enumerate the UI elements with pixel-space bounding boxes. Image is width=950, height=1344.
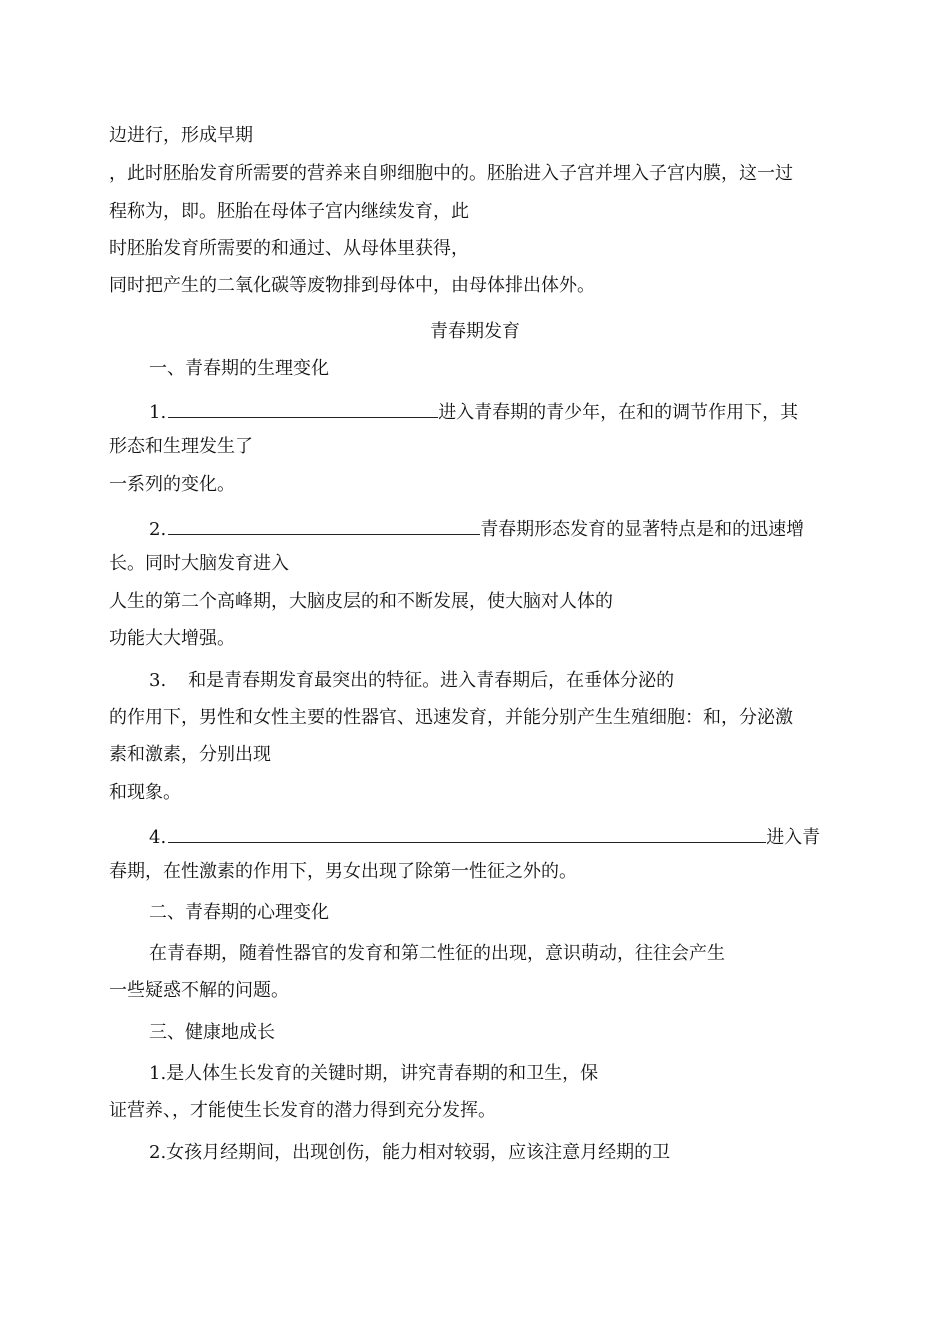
item-5-line: 1.是人体生长发育的关键时期，讲究青春期的和卫生，保 — [149, 1063, 599, 1084]
item-6-line: 2.女孩月经期间，出现创伤，能力相对较弱，应该注意月经期的卫 — [149, 1142, 671, 1163]
text-line: 时胚胎发育所需要的和通过、从母体里获得， — [109, 238, 469, 259]
item-number: 1. — [149, 402, 167, 423]
section-title: 青春期发育 — [430, 321, 520, 342]
fill-in-blank[interactable] — [168, 398, 438, 418]
text-line: 长。同时大脑发育进入 — [109, 553, 289, 574]
fill-in-blank[interactable] — [168, 515, 480, 535]
item-text: 和是青春期发育最突出的特征。进入青春期后，在垂体分泌的 — [188, 670, 675, 691]
text-line: 边进行，形成早期 — [109, 125, 253, 146]
item-text: 进入青 — [766, 827, 821, 848]
item-number: 4. — [149, 827, 167, 848]
text-line: 功能大大增强。 — [109, 628, 235, 649]
text-line: 一系列的变化。 — [109, 474, 235, 495]
item-number: 3. — [149, 670, 167, 691]
item-text: 进入青春期的青少年，在和的调节作用下，其 — [438, 402, 799, 423]
text-line: 在青春期，随着性器官的发育和第二性征的出现，意识萌动，往往会产生 — [149, 943, 725, 964]
heading-physiological-changes: 一、青春期的生理变化 — [149, 358, 329, 379]
item-number: 2. — [149, 519, 167, 540]
text-line: ，此时胚胎发育所需要的营养来自卵细胞中的。胚胎进入子宫并埋入子宫内膜，这一过 — [109, 163, 793, 184]
text-line: 素和激素，分别出现 — [109, 744, 271, 765]
text-line: 人生的第二个高峰期，大脑皮层的和不断发展，使大脑对人体的 — [109, 591, 613, 612]
text-line: 程称为，即。胚胎在母体子宫内继续发育，此 — [109, 201, 469, 222]
text-line: 的作用下，男性和女性主要的性器官、迅速发育，并能分别产生生殖细胞：和，分泌激 — [109, 707, 793, 728]
item-text: 青春期形态发育的显著特点是和的迅速增 — [480, 519, 805, 540]
heading-psychological-changes: 二、青春期的心理变化 — [149, 902, 329, 923]
fill-in-blank[interactable] — [168, 823, 766, 843]
item-4-line — [149, 823, 820, 850]
heading-healthy-growth: 三、健康地成长 — [149, 1022, 275, 1043]
text-line: 一些疑惑不解的问题。 — [109, 980, 289, 1001]
text-line: 证营养、，才能使生长发育的潜力得到充分发挥。 — [109, 1100, 496, 1121]
item-1-line — [149, 398, 798, 425]
item-2-line — [149, 515, 804, 542]
text-line: 同时把产生的二氧化碳等废物排到母体中，由母体排出体外。 — [109, 275, 595, 296]
text-line: 形态和生理发生了 — [109, 436, 253, 457]
text-line: 和现象。 — [109, 782, 181, 803]
text-line: 春期，在性激素的作用下，男女出现了除第一性征之外的。 — [109, 861, 577, 882]
item-3-line — [149, 669, 674, 693]
